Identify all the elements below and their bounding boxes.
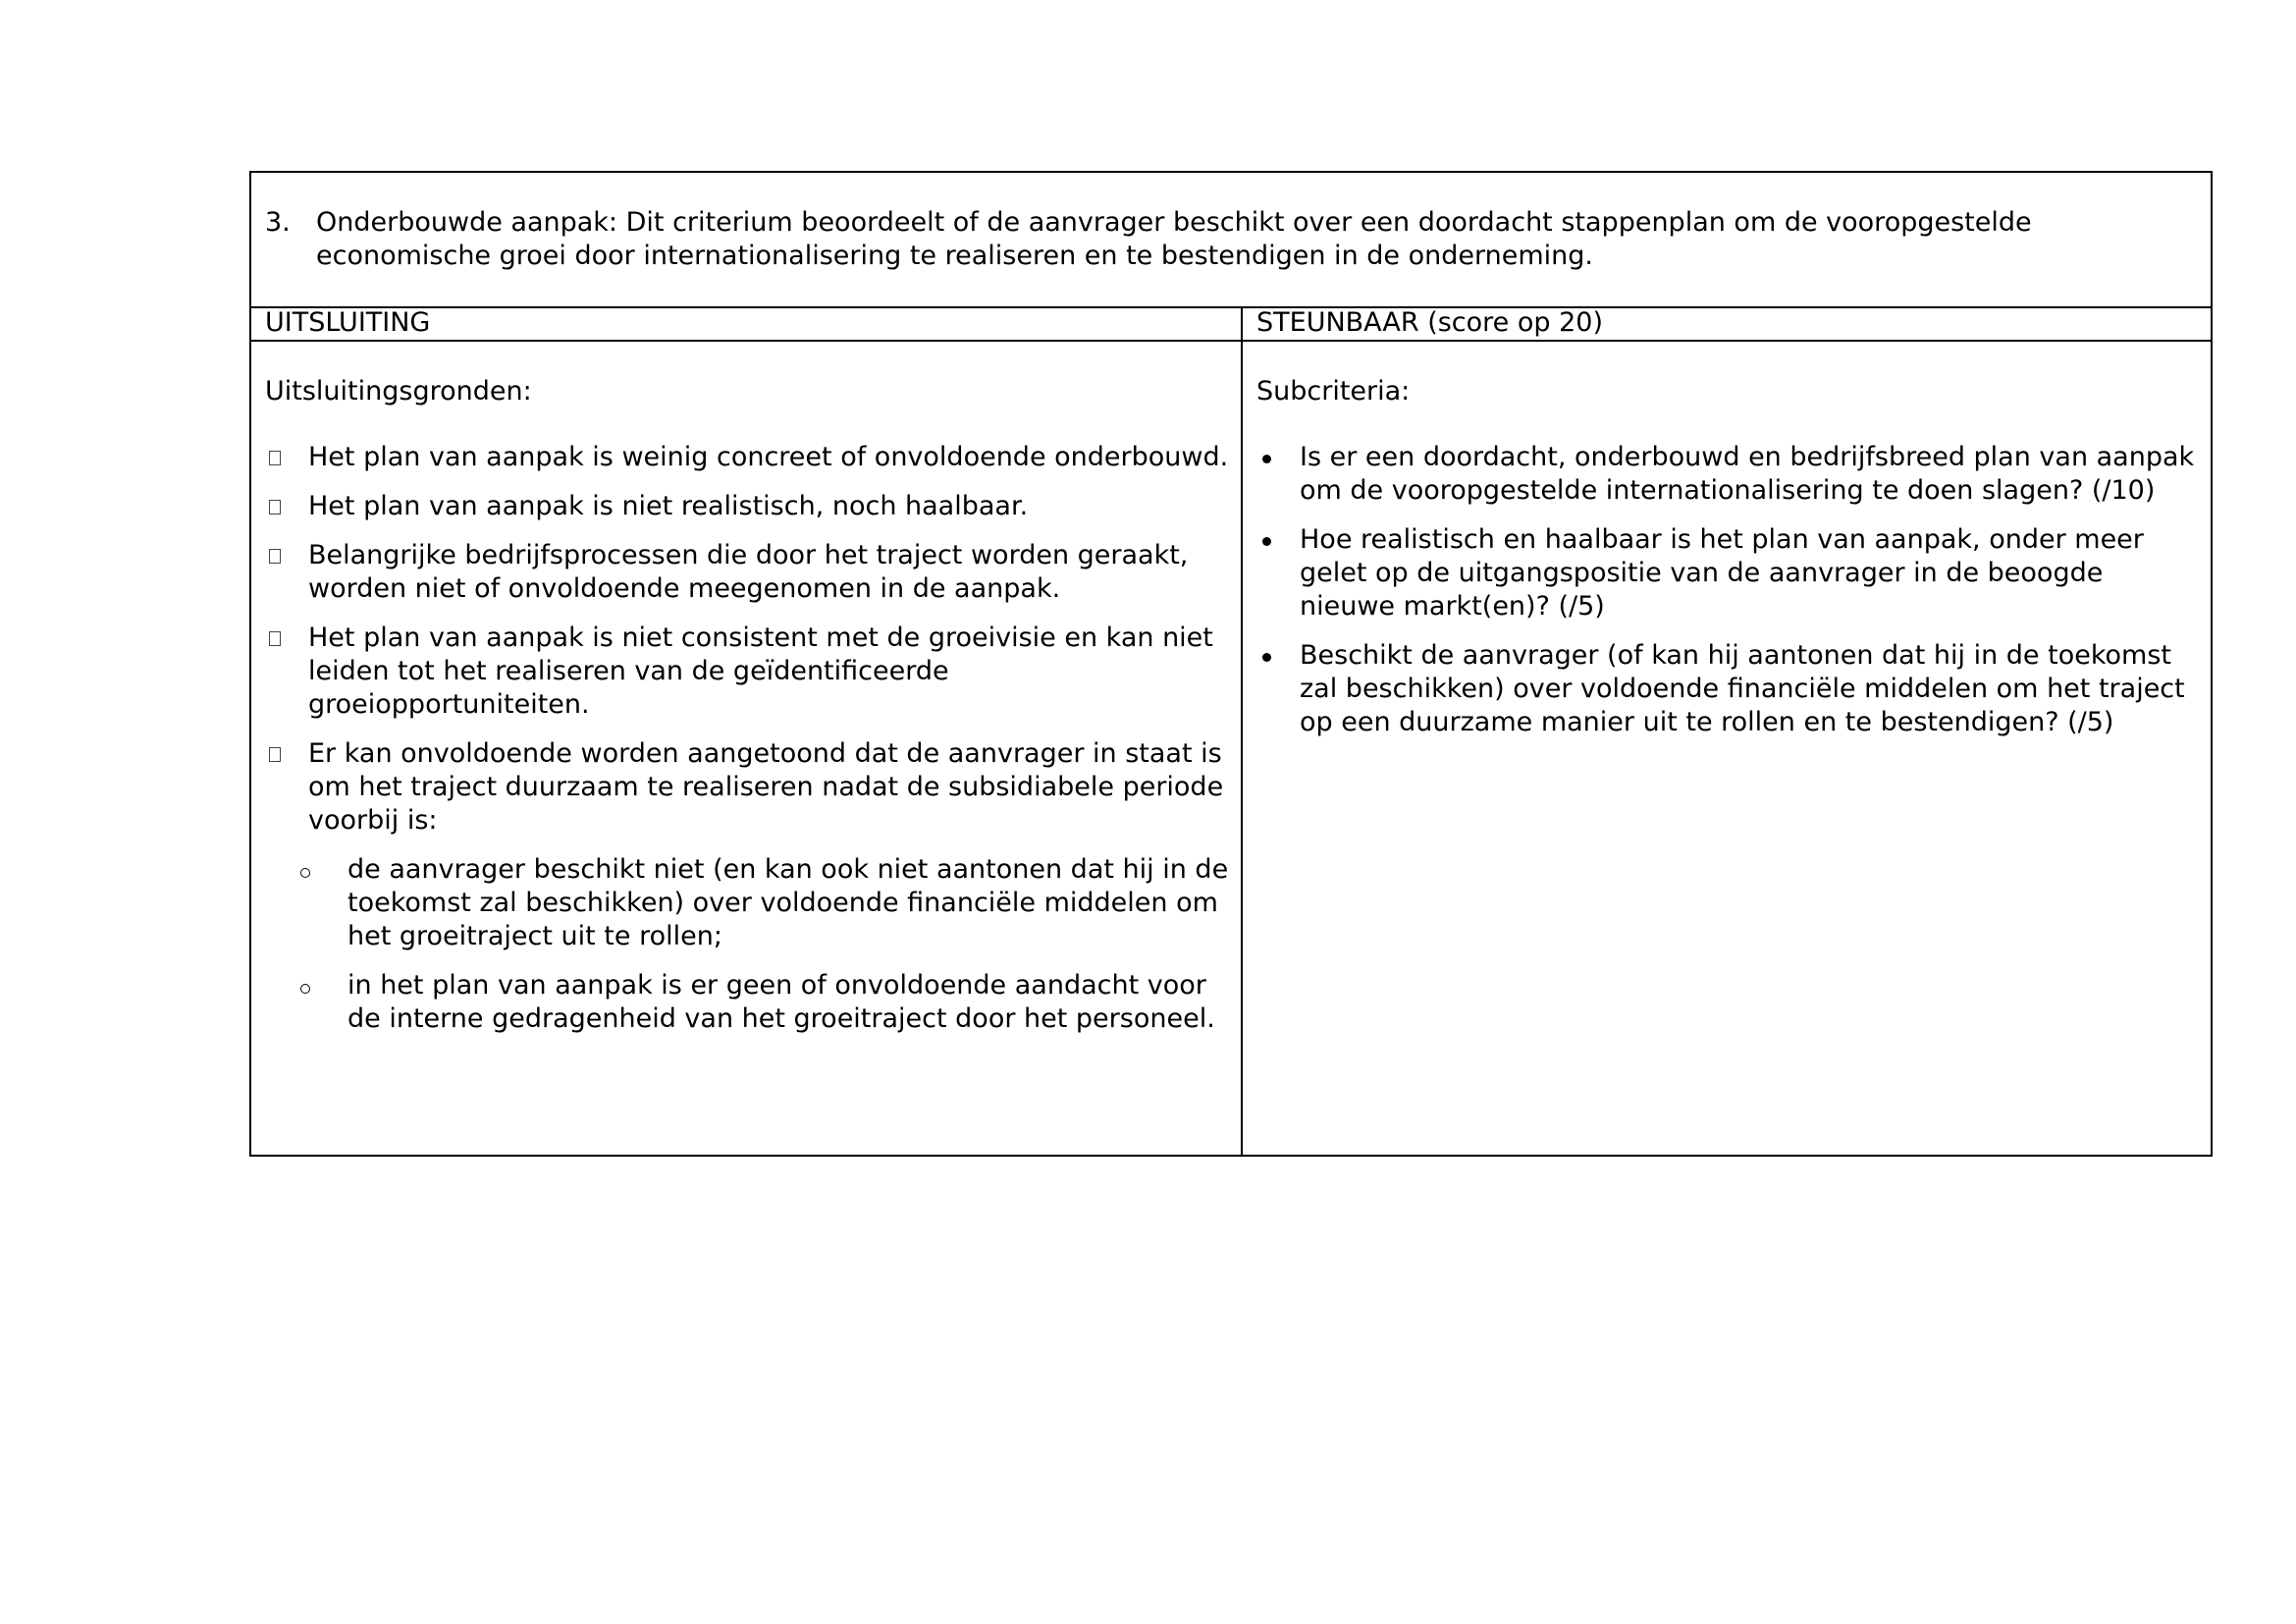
sublist-item — [265, 969, 1237, 1036]
list-item-text: Het plan van aanpak is niet consistent met de groeivisie en kan niet leiden tot het realiseren van de geïdentificeerde groeiopportuniteiten. — [308, 623, 1213, 720]
subcriteria-column — [1256, 375, 2199, 755]
list-item-text: Beschikt de aanvrager (of kan hij aantonen dat hij in de toekomst zal beschikken) over voldoende financiële middelen om het traject op een duurzame manier uit te rollen en te bestendigen? (/5) — [1300, 640, 2185, 737]
list-item — [1256, 441, 2199, 508]
column-header-row — [251, 306, 2211, 342]
exclusion-column — [265, 375, 1237, 1052]
checkbox-icon — [269, 549, 281, 564]
checkbox-icon — [269, 631, 281, 646]
checkbox-icon — [269, 451, 281, 465]
sublist-item-text: in het plan van aanpak is er geen of onvoldoende aandacht voor de interne gedragenheid van het groeitraject door het personeel. — [347, 970, 1215, 1034]
exclusion-header: UITSLUITING — [265, 307, 431, 338]
bullet-icon — [1262, 653, 1271, 662]
circle-bullet-icon — [300, 984, 310, 994]
list-item — [1256, 639, 2199, 739]
list-item-text: Belangrijke bedrijfsprocessen die door het traject worden geraakt, worden niet of onvoldoende meegenomen in de aanpak. — [308, 540, 1189, 604]
checkbox-icon — [269, 500, 281, 514]
exclusion-grounds-label: Uitsluitingsgronden: — [265, 376, 532, 406]
list-item — [265, 490, 1237, 523]
subcriteria-list — [1256, 441, 2199, 739]
exclusion-list — [265, 441, 1237, 1036]
list-item-text: Het plan van aanpak is weinig concreet of onvoldoende onderbouwd. — [308, 442, 1229, 472]
criterion-title-row — [251, 173, 2211, 308]
list-item-text: Is er een doordacht, onderbouwd en bedrijfsbreed plan van aanpak om de vooropgestelde internationalisering te doen slagen? (/10) — [1300, 442, 2195, 506]
criteria-table — [249, 171, 2213, 1157]
exclusion-sublist — [265, 853, 1237, 1036]
circle-bullet-icon — [300, 868, 310, 878]
subcriteria-label: Subcriteria: — [1256, 376, 1411, 406]
checkbox-icon — [269, 747, 281, 762]
bullet-icon — [1262, 537, 1271, 546]
eligible-header: STEUNBAAR (score op 20) — [1256, 307, 1604, 338]
criterion-number: 3. — [265, 207, 291, 238]
bullet-icon — [1262, 455, 1271, 463]
list-item — [265, 737, 1237, 1036]
list-item-text: Het plan van aanpak is niet realistisch, noch haalbaar. — [308, 491, 1029, 521]
list-item — [265, 622, 1237, 722]
list-item — [265, 539, 1237, 606]
sublist-item-text: de aanvrager beschikt niet (en kan ook niet aantonen dat hij in de toekomst zal beschikken) over voldoende financiële middelen om het groeitraject uit te rollen; — [347, 854, 1229, 951]
list-item — [265, 441, 1237, 474]
list-item-text: Hoe realistisch en haalbaar is het plan van aanpak, onder meer gelet op de uitgangspositie van de aanvrager in de beoogde nieuwe markt(en)? (/5) — [1300, 524, 2144, 622]
list-item-text: Er kan onvoldoende worden aangetoond dat de aanvrager in staat is om het traject duurzaam te realiseren nadat de subsidiabele periode voorbij is: — [308, 738, 1224, 836]
column-divider — [1241, 306, 1243, 1157]
sublist-item — [265, 853, 1237, 953]
criterion-description: Onderbouwde aanpak: Dit criterium beoordeelt of de aanvrager beschikt over een doordacht stappenplan om de vooropgestelde economische groei door internationalisering te realiseren en te bestendigen in de onderneming. — [316, 207, 2032, 271]
list-item — [1256, 523, 2199, 623]
